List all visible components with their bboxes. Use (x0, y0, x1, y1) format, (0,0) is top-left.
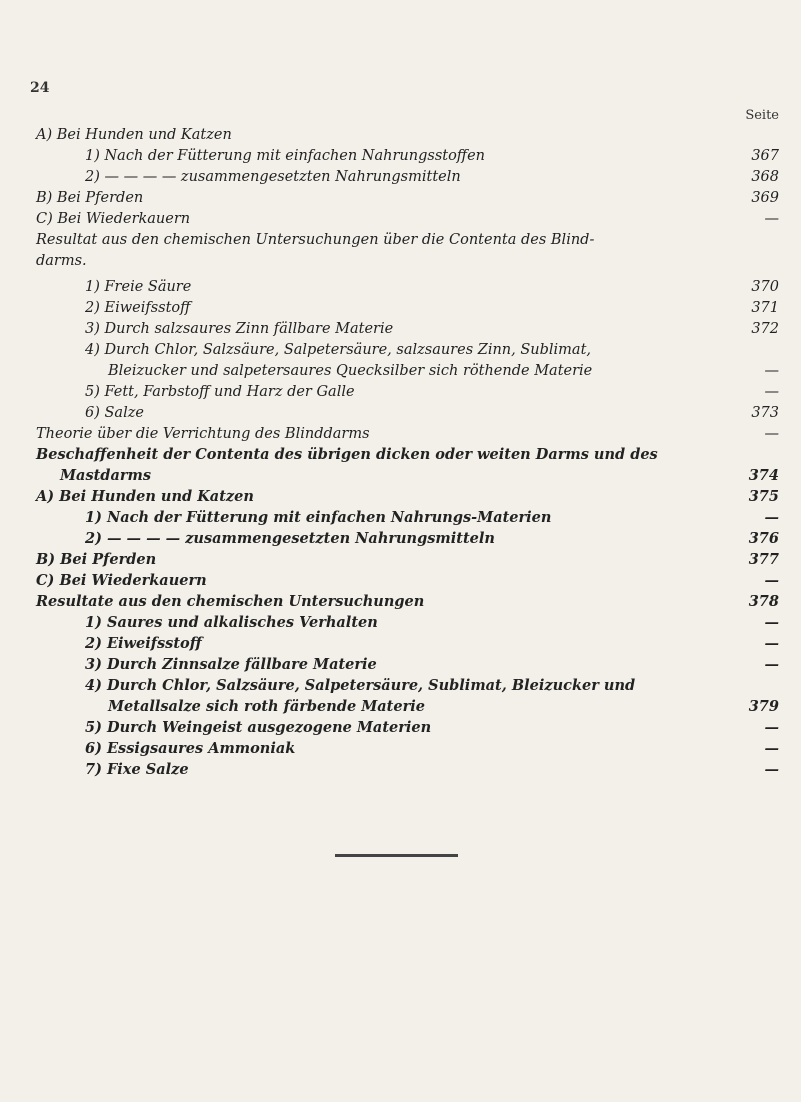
toc-entry-page: 368 (751, 169, 779, 185)
toc-entry-text: 1) Freie Säure (85, 279, 192, 295)
toc-entry-page: — (764, 384, 779, 400)
divider-rule (335, 854, 458, 857)
toc-entry-page: — (764, 635, 779, 652)
toc-entry (0, 340, 801, 360)
toc-entry (0, 466, 801, 486)
toc-entry (0, 508, 801, 528)
toc-entry-page: — (764, 719, 779, 736)
toc-entry-text: 1) Nach der Fütterung mit einfachen Nahrungs-Materien (85, 509, 552, 526)
toc-entry-text: A) Bei Hunden und Katzen (36, 127, 232, 143)
toc-entry (0, 167, 801, 187)
toc-entry (0, 592, 801, 612)
toc-entry-page: 374 (748, 467, 779, 484)
toc-entry-page: 376 (748, 530, 779, 547)
toc-entry (0, 251, 801, 271)
toc-entry-page: — (764, 740, 779, 757)
toc-entry-page: 370 (751, 279, 779, 295)
toc-entry-page: 371 (751, 300, 779, 316)
toc-entry-text: C) Bei Wiederkauern (36, 572, 207, 589)
toc-entry-text: darms. (36, 253, 87, 269)
toc-entry (0, 550, 801, 570)
toc-entry-text: 7) Fixe Salze (85, 761, 189, 778)
toc-entry-text: 2) — — — — zusammengesetzten Nahrungsmitteln (85, 530, 495, 547)
toc-entry-page: — (764, 572, 779, 589)
toc-entry-text: Bleizucker und salpetersaures Quecksilber sich röthende Materie (108, 363, 593, 379)
toc-entry (0, 188, 801, 208)
toc-entry (0, 298, 801, 318)
toc-entry-page: 369 (751, 190, 779, 206)
toc-entry (0, 424, 801, 444)
toc-entry-text: Theorie über die Verrichtung des Blinddarms (36, 426, 370, 442)
toc-entry (0, 403, 801, 423)
toc-entry (0, 382, 801, 402)
toc-entry-text: 5) Durch Weingeist ausgezogene Materien (85, 719, 432, 736)
toc-entry-page: — (764, 614, 779, 631)
toc-entry-text: 4) Durch Chlor, Salzsäure, Salpetersäure, salzsaures Zinn, Sublimat, (85, 342, 592, 358)
toc-entry (0, 613, 801, 633)
toc-entry-text: 5) Fett, Farbstoff und Harz der Galle (85, 384, 355, 400)
toc-entry (0, 445, 801, 465)
toc-entry (0, 634, 801, 654)
toc-entry-page: — (764, 761, 779, 778)
toc-entry (0, 361, 801, 381)
toc-entry-page: — (764, 509, 779, 526)
toc-entry-text: A) Bei Hunden und Katzen (36, 488, 254, 505)
toc-entry-text: 3) Durch salzsaures Zinn fällbare Materie (85, 321, 394, 337)
toc-entry-text: C) Bei Wiederkauern (36, 211, 191, 227)
toc-entry (0, 718, 801, 738)
toc-entry (0, 277, 801, 297)
toc-entry (0, 529, 801, 549)
toc-entry-text: Metallsalze sich roth färbende Materie (108, 698, 425, 715)
toc-entry-page: 375 (748, 488, 779, 505)
toc-entry-page: 372 (751, 321, 779, 337)
toc-entry-text: Resultate aus den chemischen Untersuchungen (36, 593, 425, 610)
toc-entry-text: 2) — — — — zusammengesetzten Nahrungsmitteln (85, 169, 461, 185)
toc-entry-page: — (764, 426, 779, 442)
toc-entry-text: 2) Eiweifsstoff (85, 300, 191, 316)
toc-entry-text: 6) Salze (85, 405, 144, 421)
toc-entry-text: Mastdarms (60, 467, 151, 484)
toc-entry-text: B) Bei Pferden (36, 190, 144, 206)
toc-entry-page: — (764, 363, 779, 379)
toc-entry (0, 676, 801, 696)
toc-entry (0, 655, 801, 675)
seite-column-header: Seite (745, 108, 779, 123)
toc-entry-page: 373 (751, 405, 779, 421)
toc-entry-page: — (764, 211, 779, 227)
toc-entry-page: 367 (751, 148, 779, 164)
toc-entry (0, 209, 801, 229)
toc-entry-text: 6) Essigsaures Ammoniak (85, 740, 296, 757)
toc-entry (0, 319, 801, 339)
toc-entry-text: Resultat aus den chemischen Untersuchungen über die Contenta des Blind- (36, 232, 595, 248)
toc-entry (0, 230, 801, 250)
toc-entry (0, 571, 801, 591)
toc-entry (0, 125, 801, 145)
toc-entry-text: B) Bei Pferden (36, 551, 157, 568)
toc-entry-text: 1) Saures und alkalisches Verhalten (85, 614, 378, 631)
toc-entry-text: 3) Durch Zinnsalze fällbare Materie (85, 656, 377, 673)
toc-entry (0, 146, 801, 166)
toc-entry-page: 379 (748, 698, 779, 715)
toc-entry-text: 2) Eiweifsstoff (85, 635, 202, 652)
toc-entry-text: 1) Nach der Fütterung mit einfachen Nahrungsstoffen (85, 148, 486, 164)
toc-entry-page: — (764, 656, 779, 673)
page-number: 24 (30, 80, 50, 96)
toc-entry-text: 4) Durch Chlor, Salzsäure, Salpetersäure, Sublimat, Bleizucker und (85, 677, 636, 694)
toc-entry (0, 487, 801, 507)
toc-entry (0, 739, 801, 759)
toc-entry-page: 377 (748, 551, 779, 568)
toc-entry-page: 378 (748, 593, 779, 610)
toc-entry (0, 760, 801, 780)
toc-entry-text: Beschaffenheit der Contenta des übrigen dicken oder weiten Darms und des (36, 446, 658, 463)
toc-entry (0, 697, 801, 717)
